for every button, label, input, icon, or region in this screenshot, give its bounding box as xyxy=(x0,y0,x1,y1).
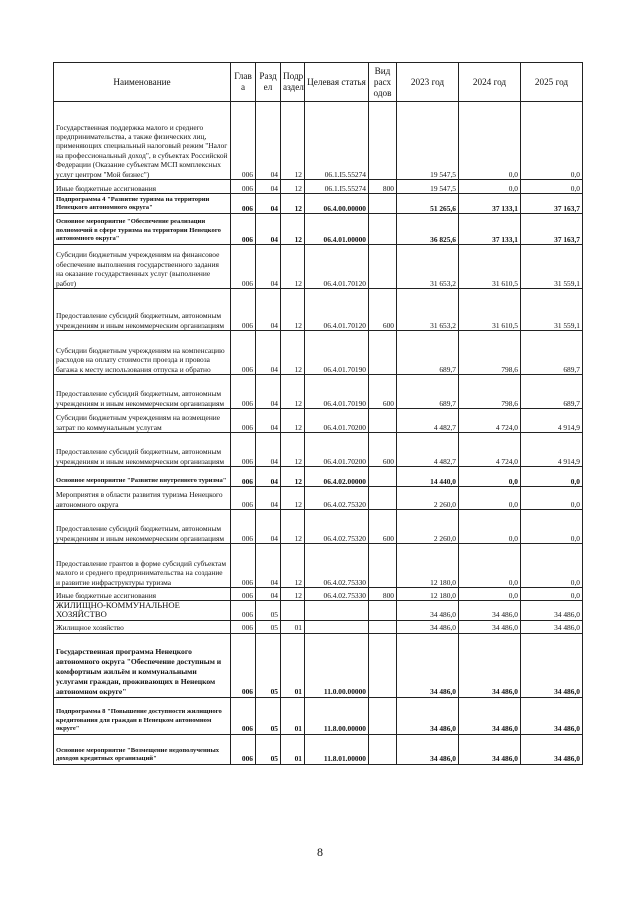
row-target-article: 06.4.02.75330 xyxy=(305,588,369,601)
row-podrazdel xyxy=(281,601,305,621)
row-name: Предоставление субсидий бюджетным, автономным учреждениям и иным некоммерческим организациям xyxy=(54,375,231,409)
row-expense-type xyxy=(369,467,397,487)
row-2023: 4 482,7 xyxy=(397,409,459,433)
row-glava: 006 xyxy=(231,180,256,194)
row-2023: 36 825,6 xyxy=(397,214,459,245)
row-2023: 689,7 xyxy=(397,375,459,409)
row-expense-type: 800 xyxy=(369,588,397,601)
row-2025: 31 559,1 xyxy=(521,245,583,289)
row-expense-type xyxy=(369,601,397,621)
row-2024: 0,0 xyxy=(459,544,521,588)
row-glava: 006 xyxy=(231,588,256,601)
row-glava: 006 xyxy=(231,697,256,734)
table-row xyxy=(54,214,583,245)
row-podrazdel: 01 xyxy=(281,620,305,633)
table-header-row xyxy=(54,63,583,102)
header-2024: 2024 год xyxy=(459,63,521,102)
table-row xyxy=(54,194,583,214)
row-expense-type xyxy=(369,409,397,433)
row-podrazdel: 12 xyxy=(281,375,305,409)
row-podrazdel: 12 xyxy=(281,588,305,601)
table-row xyxy=(54,544,583,588)
row-name: Подпрограмма 8 "Повышение доступности жилищного кредитования для граждан в Ненецком автономном округе" xyxy=(54,697,231,734)
row-podrazdel: 12 xyxy=(281,510,305,544)
row-glava: 006 xyxy=(231,245,256,289)
row-2024: 34 486,0 xyxy=(459,633,521,697)
row-podrazdel: 12 xyxy=(281,544,305,588)
row-2023: 34 486,0 xyxy=(397,633,459,697)
table-row xyxy=(54,487,583,510)
row-2025: 37 163,7 xyxy=(521,194,583,214)
row-name: Государственная поддержка малого и среднего предпринимательства, а также физических лиц, применяющих специальный налоговый режим "Налог на профессиональный доход", в субъектах Российской Федерации (Оказание субъектам МСП комплексных услуг центром "Мой бизнес") xyxy=(54,102,231,180)
row-name: Подпрограмма 4 "Развитие туризма на территории Ненецкого автономного округа" xyxy=(54,194,231,214)
row-razdel: 04 xyxy=(256,544,281,588)
row-name: Основное мероприятие "Обеспечение реализации полномочий в сфере туризма на территории Ненецкого автономного округа" xyxy=(54,214,231,245)
row-expense-type xyxy=(369,697,397,734)
row-2023: 34 486,0 xyxy=(397,601,459,621)
row-2024: 4 724,0 xyxy=(459,433,521,467)
row-2023: 689,7 xyxy=(397,331,459,375)
table-body xyxy=(54,102,583,765)
row-podrazdel: 12 xyxy=(281,433,305,467)
row-expense-type xyxy=(369,102,397,180)
row-2025: 4 914,9 xyxy=(521,433,583,467)
row-2025: 34 486,0 xyxy=(521,601,583,621)
row-2025: 0,0 xyxy=(521,510,583,544)
row-2024: 798,6 xyxy=(459,331,521,375)
row-2023: 19 547,5 xyxy=(397,180,459,194)
header-2025: 2025 год xyxy=(521,63,583,102)
row-target-article: 06.1.I5.55274 xyxy=(305,102,369,180)
row-razdel: 04 xyxy=(256,214,281,245)
row-expense-type: 800 xyxy=(369,180,397,194)
table-row xyxy=(54,510,583,544)
row-2024: 37 133,1 xyxy=(459,194,521,214)
row-2025: 0,0 xyxy=(521,544,583,588)
row-razdel: 04 xyxy=(256,510,281,544)
row-name: Жилищное хозяйство xyxy=(54,620,231,633)
table-row xyxy=(54,601,583,621)
row-razdel: 05 xyxy=(256,697,281,734)
row-target-article: 06.4.01.70120 xyxy=(305,245,369,289)
row-target-article: 11.0.00.00000 xyxy=(305,633,369,697)
table-row xyxy=(54,375,583,409)
row-expense-type: 600 xyxy=(369,375,397,409)
row-2025: 689,7 xyxy=(521,375,583,409)
row-razdel: 04 xyxy=(256,487,281,510)
row-expense-type: 600 xyxy=(369,289,397,331)
row-expense-type xyxy=(369,544,397,588)
table-row xyxy=(54,620,583,633)
row-name: Основное мероприятие "Развитие внутреннего туризма" xyxy=(54,467,231,487)
row-razdel: 04 xyxy=(256,289,281,331)
row-razdel: 05 xyxy=(256,633,281,697)
row-glava: 006 xyxy=(231,510,256,544)
row-expense-type xyxy=(369,194,397,214)
row-2025: 0,0 xyxy=(521,180,583,194)
row-razdel: 04 xyxy=(256,588,281,601)
row-target-article: 06.4.01.70190 xyxy=(305,375,369,409)
row-expense-type xyxy=(369,214,397,245)
row-2023: 31 653,2 xyxy=(397,289,459,331)
table-row xyxy=(54,180,583,194)
row-name: Государственная программа Ненецкого автономного округа "Обеспечение доступным и комфортным жильём и коммунальными услугами граждан, проживающих в Ненецком автономном округе" xyxy=(54,633,231,697)
row-2025: 34 486,0 xyxy=(521,697,583,734)
row-2025: 4 914,9 xyxy=(521,409,583,433)
row-name: Предоставление субсидий бюджетным, автономным учреждениям и иным некоммерческим организациям xyxy=(54,289,231,331)
row-name: Иные бюджетные ассигнования xyxy=(54,588,231,601)
row-2024: 37 133,1 xyxy=(459,214,521,245)
row-glava: 006 xyxy=(231,289,256,331)
row-name: Предоставление субсидий бюджетным, автономным учреждениям и иным некоммерческим организациям xyxy=(54,433,231,467)
row-2023: 14 440,0 xyxy=(397,467,459,487)
row-razdel: 04 xyxy=(256,433,281,467)
header-glava: Глав а xyxy=(231,63,256,102)
row-target-article: 06.4.02.75330 xyxy=(305,544,369,588)
row-target-article xyxy=(305,601,369,621)
row-podrazdel: 12 xyxy=(281,289,305,331)
table-row xyxy=(54,588,583,601)
row-2024: 798,6 xyxy=(459,375,521,409)
row-name: Основное мероприятие "Возмещение недополученных доходов кредитных организаций" xyxy=(54,734,231,764)
row-razdel: 04 xyxy=(256,194,281,214)
row-razdel: 04 xyxy=(256,180,281,194)
header-target-article: Целевая статья xyxy=(305,63,369,102)
row-2025: 0,0 xyxy=(521,588,583,601)
row-glava: 006 xyxy=(231,331,256,375)
row-name xyxy=(54,601,231,621)
row-expense-type: 600 xyxy=(369,433,397,467)
row-2025: 34 486,0 xyxy=(521,620,583,633)
row-podrazdel: 01 xyxy=(281,697,305,734)
row-2023: 34 486,0 xyxy=(397,734,459,764)
row-podrazdel: 12 xyxy=(281,467,305,487)
row-glava: 006 xyxy=(231,467,256,487)
row-2024: 4 724,0 xyxy=(459,409,521,433)
row-2023: 2 260,0 xyxy=(397,487,459,510)
row-target-article: 06.4.00.00000 xyxy=(305,194,369,214)
row-podrazdel: 01 xyxy=(281,734,305,764)
row-2025: 34 486,0 xyxy=(521,633,583,697)
row-expense-type xyxy=(369,487,397,510)
row-target-article: 06.4.01.70200 xyxy=(305,409,369,433)
row-target-article: 06.4.02.75320 xyxy=(305,510,369,544)
row-2024: 0,0 xyxy=(459,102,521,180)
row-target-article xyxy=(305,620,369,633)
header-2023: 2023 год xyxy=(397,63,459,102)
row-glava: 006 xyxy=(231,102,256,180)
table-row xyxy=(54,734,583,764)
table-row xyxy=(54,633,583,697)
table-row xyxy=(54,245,583,289)
row-name: Предоставление субсидий бюджетным, автономным учреждениям и иным некоммерческим организациям xyxy=(54,510,231,544)
row-expense-type xyxy=(369,245,397,289)
row-name: Иные бюджетные ассигнования xyxy=(54,180,231,194)
row-2023: 19 547,5 xyxy=(397,102,459,180)
row-razdel: 05 xyxy=(256,734,281,764)
row-2024: 34 486,0 xyxy=(459,734,521,764)
row-glava: 006 xyxy=(231,214,256,245)
row-podrazdel: 12 xyxy=(281,102,305,180)
table-row xyxy=(54,409,583,433)
header-podrazdel: Подр аздел xyxy=(281,63,305,102)
row-2023: 12 180,0 xyxy=(397,588,459,601)
row-expense-type xyxy=(369,620,397,633)
row-razdel: 05 xyxy=(256,601,281,621)
row-target-article: 06.1.I5.55274 xyxy=(305,180,369,194)
row-glava: 006 xyxy=(231,194,256,214)
row-podrazdel: 12 xyxy=(281,214,305,245)
row-name: Субсидии бюджетным учреждениям на компенсацию расходов на оплату стоимости проезда и провоза багажа к месту использования отпуска и обратно xyxy=(54,331,231,375)
row-2025: 0,0 xyxy=(521,102,583,180)
row-2024: 34 486,0 xyxy=(459,601,521,621)
row-glava: 006 xyxy=(231,375,256,409)
row-2024: 31 610,5 xyxy=(459,289,521,331)
row-2023: 34 486,0 xyxy=(397,697,459,734)
row-name: Мероприятия в области развития туризма Ненецкого автономного округа xyxy=(54,487,231,510)
row-razdel: 04 xyxy=(256,467,281,487)
row-target-article: 06.4.02.00000 xyxy=(305,467,369,487)
row-razdel: 04 xyxy=(256,409,281,433)
row-name: Субсидии бюджетным учреждениям на возмещение затрат по коммунальным услугам xyxy=(54,409,231,433)
row-expense-type xyxy=(369,633,397,697)
row-2023: 12 180,0 xyxy=(397,544,459,588)
row-2024: 31 610,5 xyxy=(459,245,521,289)
row-expense-type xyxy=(369,331,397,375)
row-glava: 006 xyxy=(231,433,256,467)
row-target-article: 11.8.01.00000 xyxy=(305,734,369,764)
table-row xyxy=(54,102,583,180)
row-target-article: 06.4.02.75320 xyxy=(305,487,369,510)
row-podrazdel: 12 xyxy=(281,409,305,433)
row-razdel: 04 xyxy=(256,245,281,289)
row-2023: 51 265,6 xyxy=(397,194,459,214)
header-expense-type: Вид расх одов xyxy=(369,63,397,102)
row-2025: 37 163,7 xyxy=(521,214,583,245)
row-razdel: 04 xyxy=(256,331,281,375)
row-2024: 0,0 xyxy=(459,510,521,544)
row-glava: 006 xyxy=(231,544,256,588)
row-podrazdel: 12 xyxy=(281,180,305,194)
header-name: Наименование xyxy=(54,63,231,102)
row-glava: 006 xyxy=(231,633,256,697)
row-2025: 31 559,1 xyxy=(521,289,583,331)
row-target-article: 06.4.01.00000 xyxy=(305,214,369,245)
row-expense-type xyxy=(369,734,397,764)
row-target-article: 11.8.00.00000 xyxy=(305,697,369,734)
row-glava: 006 xyxy=(231,409,256,433)
row-2024: 34 486,0 xyxy=(459,620,521,633)
row-2024: 0,0 xyxy=(459,487,521,510)
row-name: Субсидии бюджетным учреждениям на финансовое обеспечение выполнения государственного задания на оказание государственных услуг (выполнение работ) xyxy=(54,245,231,289)
row-razdel: 04 xyxy=(256,375,281,409)
row-2023: 2 260,0 xyxy=(397,510,459,544)
row-podrazdel: 12 xyxy=(281,245,305,289)
table-row xyxy=(54,433,583,467)
row-target-article: 06.4.01.70200 xyxy=(305,433,369,467)
row-expense-type: 600 xyxy=(369,510,397,544)
row-glava: 006 xyxy=(231,487,256,510)
row-podrazdel: 12 xyxy=(281,194,305,214)
row-2025: 0,0 xyxy=(521,467,583,487)
page-number: 8 xyxy=(317,845,323,859)
row-podrazdel: 01 xyxy=(281,633,305,697)
row-glava: 006 xyxy=(231,620,256,633)
row-glava: 006 xyxy=(231,601,256,621)
row-2023: 4 482,7 xyxy=(397,433,459,467)
table-row xyxy=(54,697,583,734)
row-target-article: 06.4.01.70120 xyxy=(305,289,369,331)
row-podrazdel: 12 xyxy=(281,487,305,510)
row-name-text: ЖИЛИЩНО-КОММУНАЛЬНОЕ ХОЗЯЙСТВО xyxy=(56,600,180,620)
header-razdel: Разд ел xyxy=(256,63,281,102)
row-2025: 689,7 xyxy=(521,331,583,375)
row-razdel: 04 xyxy=(256,102,281,180)
row-2023: 31 653,2 xyxy=(397,245,459,289)
row-2024: 0,0 xyxy=(459,467,521,487)
row-razdel: 05 xyxy=(256,620,281,633)
table-row xyxy=(54,331,583,375)
row-2025: 34 486,0 xyxy=(521,734,583,764)
row-podrazdel: 12 xyxy=(281,331,305,375)
row-2024: 0,0 xyxy=(459,588,521,601)
table-row xyxy=(54,467,583,487)
row-2023: 34 486,0 xyxy=(397,620,459,633)
table-row xyxy=(54,289,583,331)
budget-table xyxy=(53,62,583,765)
row-2024: 34 486,0 xyxy=(459,697,521,734)
row-name: Предоставление грантов в форме субсидий субъектам малого и среднего предпринимательства на создание и развитие инфраструктуры туризма xyxy=(54,544,231,588)
row-2025: 0,0 xyxy=(521,487,583,510)
row-glava: 006 xyxy=(231,734,256,764)
row-target-article: 06.4.01.70190 xyxy=(305,331,369,375)
row-2024: 0,0 xyxy=(459,180,521,194)
